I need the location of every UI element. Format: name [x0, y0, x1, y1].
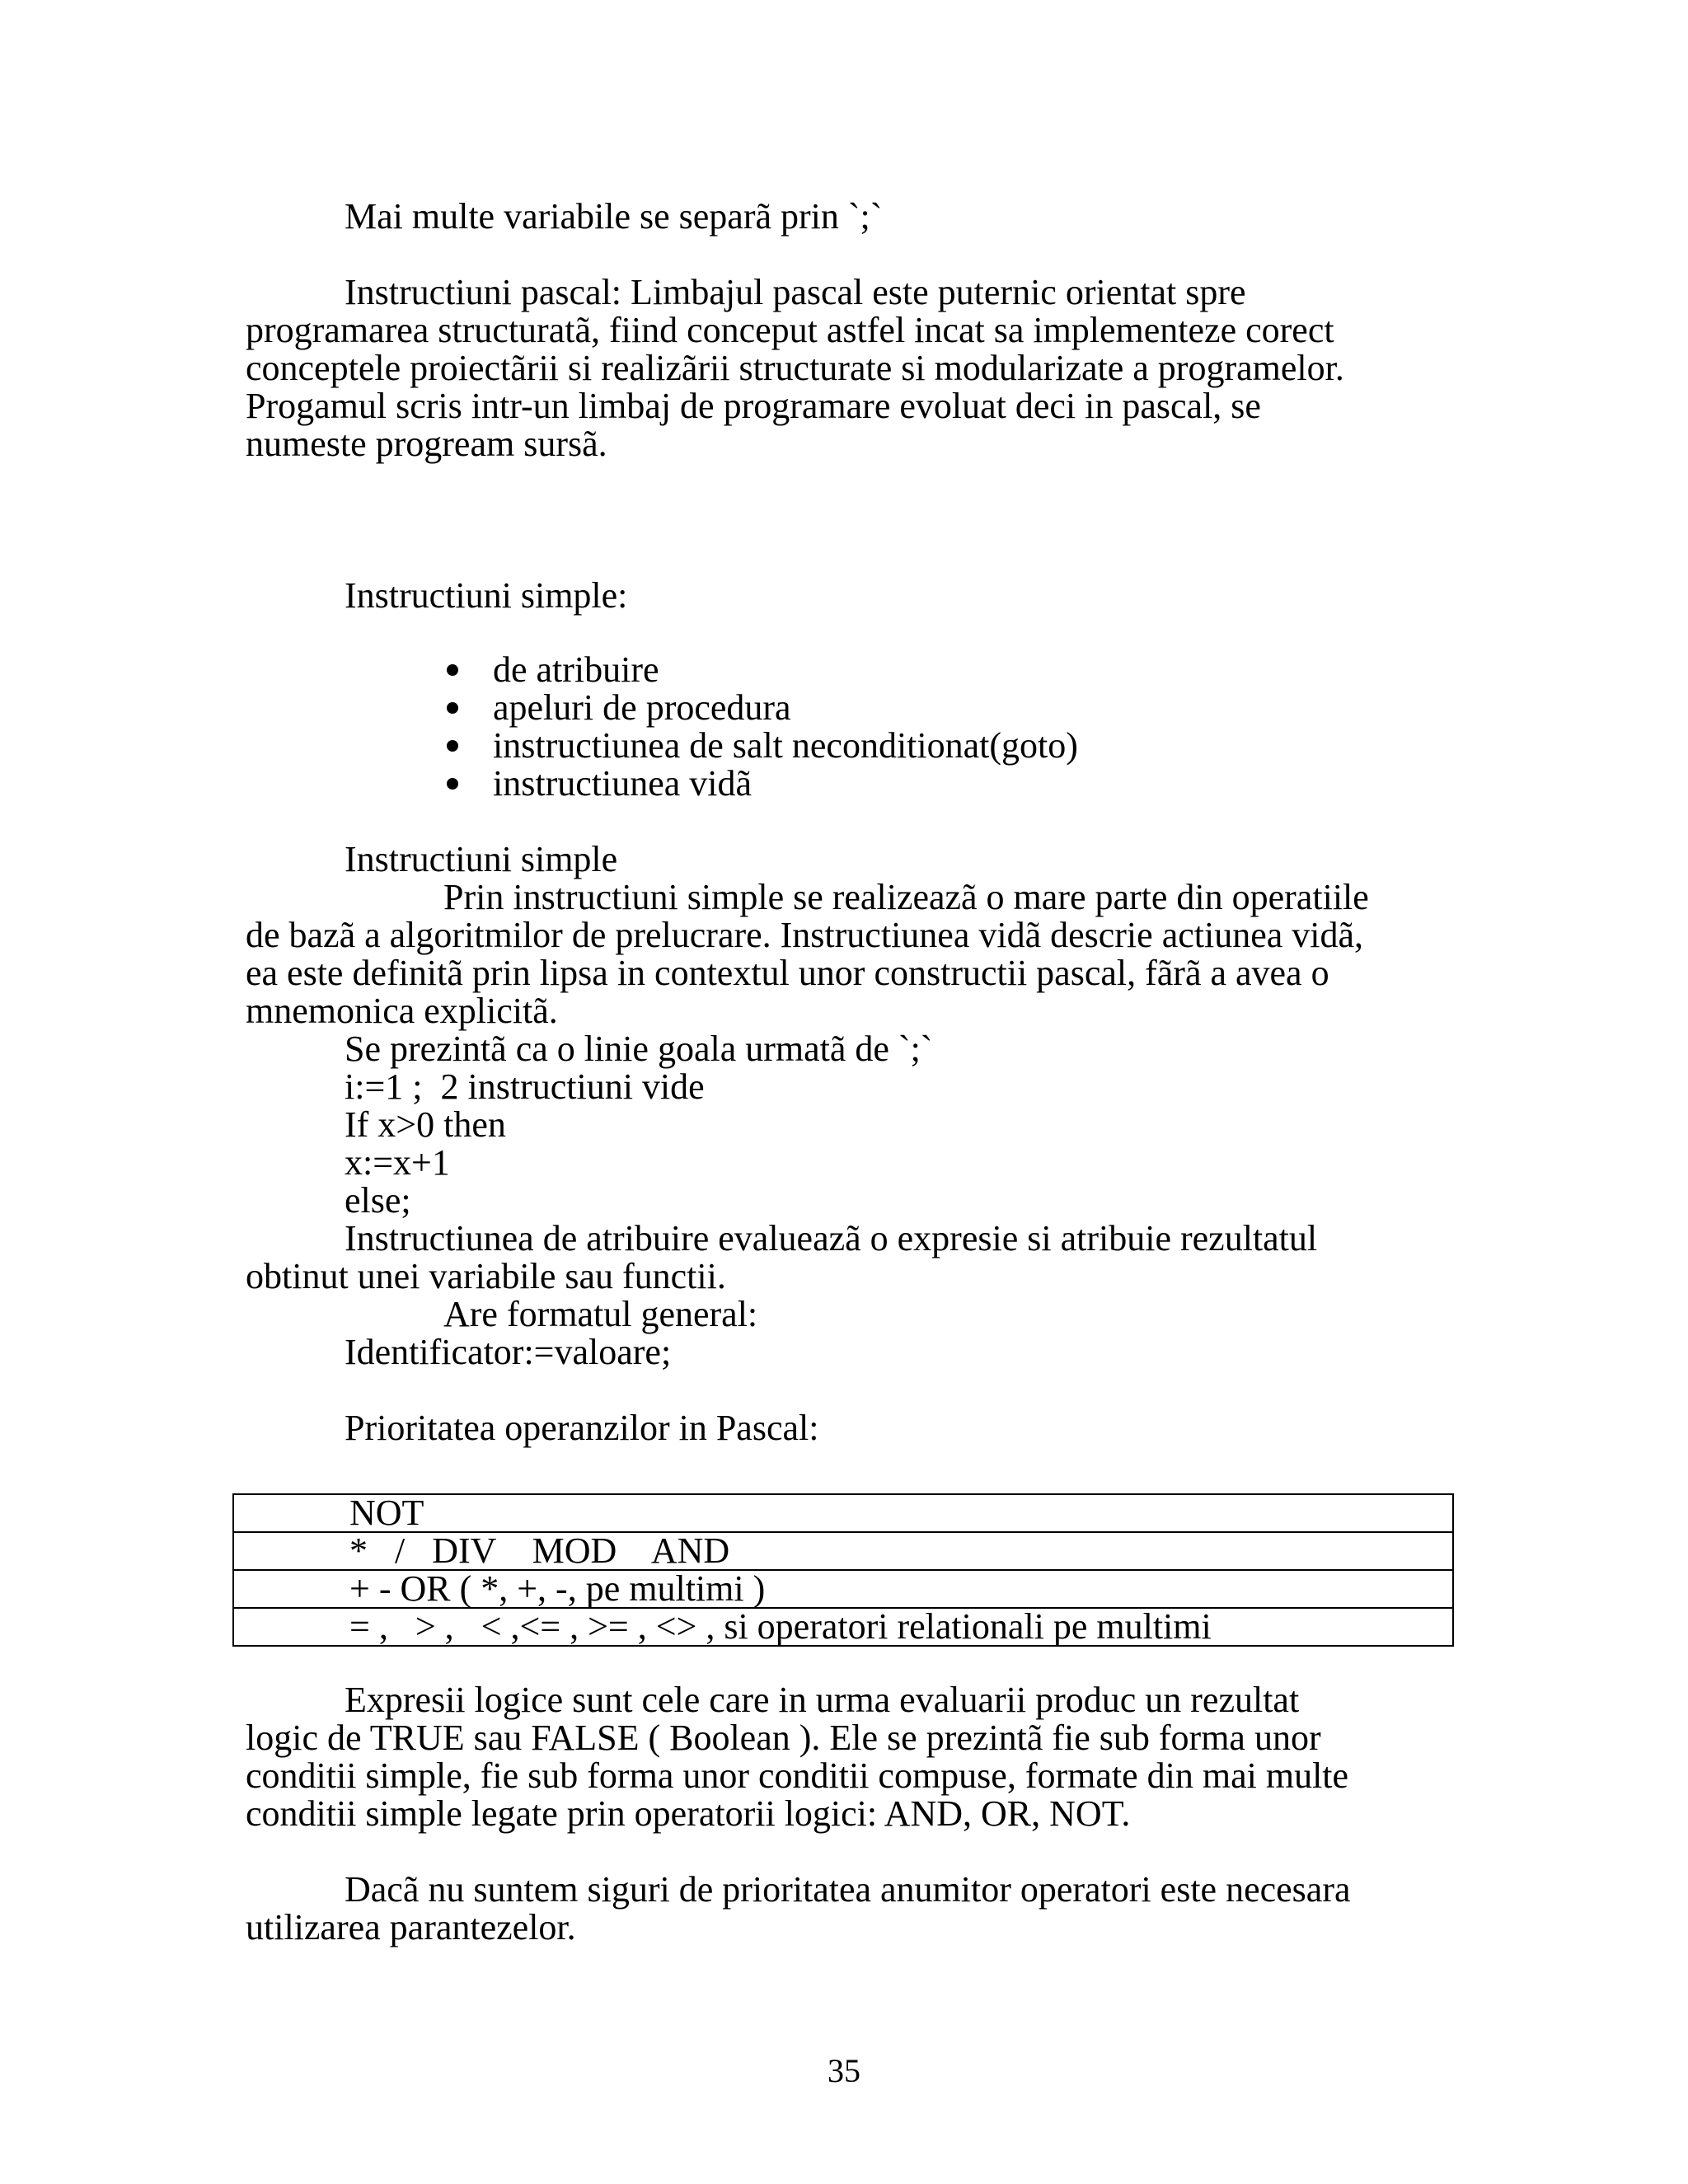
text-line: obtinut unei variabile sau functii. [246, 1256, 726, 1296]
text-line: Se prezintã ca o linie goala urmatã de `;` [345, 1029, 933, 1069]
list-item: instructiunea vidã [493, 763, 753, 804]
table-row [233, 1494, 1453, 1532]
code-line: If x>0 then [345, 1104, 506, 1145]
text-line: Mai multe variabile se separã prin `;` [345, 196, 883, 237]
section-heading: Instructiuni simple [345, 839, 618, 879]
list-item: de atribuire [493, 649, 659, 690]
code-line: i:=1 ; 2 instructiuni vide [345, 1066, 705, 1107]
text-line: Prin instructiuni simple se realizeazã o mare parte din operatiile [443, 877, 1369, 917]
text-line: numeste progream sursã. [246, 424, 607, 464]
priority-table [232, 1493, 1454, 1647]
code-line: Identificator:=valoare; [345, 1332, 672, 1372]
table-row [233, 1532, 1453, 1570]
text-line: Expresii logice sunt cele care in urma evaluarii produc un rezultat [345, 1680, 1300, 1720]
text-line: Progamul scris intr-un limbaj de programare evoluat deci in pascal, se [246, 386, 1261, 426]
text-line: mnemonica explicitã. [246, 991, 558, 1031]
text-line: Instructiunea de atribuire evalueazã o expresie si atribuie rezultatul [345, 1218, 1318, 1258]
text-line: Are formatul general: [443, 1294, 758, 1334]
code-line: else; [345, 1180, 411, 1221]
bullet-icon [447, 702, 458, 714]
section-heading: Prioritatea operanzilor in Pascal: [345, 1408, 819, 1448]
text-line: conceptele proiectãrii si realizãrii structurate si modularizate a programelor. [246, 348, 1344, 388]
text-line: programarea structuratã, fiind conceput astfel incat sa implementeze corect [246, 310, 1334, 350]
bullet-icon [447, 778, 458, 790]
list-item: instructiunea de salt neconditionat(goto) [493, 725, 1078, 766]
table-cell: NOT [233, 1494, 1453, 1532]
text-line: conditii simple legate prin operatorii logici: AND, OR, NOT. [246, 1793, 1131, 1834]
text-line: ea este definitã prin lipsa in contextul unor constructii pascal, fãrã a avea o [246, 953, 1329, 993]
table-cell: = , > , < ,<= , >= , <> , si operatori relationali pe multimi [233, 1608, 1453, 1646]
text-line: conditii simple, fie sub forma unor conditii compuse, formate din mai multe [246, 1755, 1349, 1796]
table-cell: * / DIV MOD AND [233, 1532, 1453, 1570]
text-line: de bazã a algoritmilor de prelucrare. Instructiunea vidã descrie actiunea vidã, [246, 915, 1364, 955]
bullet-icon [447, 740, 458, 752]
code-line: x:=x+1 [345, 1142, 450, 1183]
text-line: logic de TRUE sau FALSE ( Boolean ). Ele se prezintã fie sub forma unor [246, 1718, 1321, 1758]
section-heading: Instructiuni simple: [345, 575, 628, 616]
text-line: Instructiuni pascal: Limbajul pascal este puternic orientat spre [345, 272, 1246, 312]
table-row [233, 1608, 1453, 1646]
table-row [233, 1570, 1453, 1608]
list-item: apeluri de procedura [493, 687, 791, 728]
text-line: Dacã nu suntem siguri de prioritatea anumitor operatori este necesara [345, 1869, 1351, 1910]
bullet-icon [447, 664, 458, 676]
page-number: 35 [828, 2052, 860, 2089]
text-line: utilizarea parantezelor. [246, 1907, 576, 1947]
table-cell: + - OR ( *, +, -, pe multimi ) [233, 1570, 1453, 1608]
